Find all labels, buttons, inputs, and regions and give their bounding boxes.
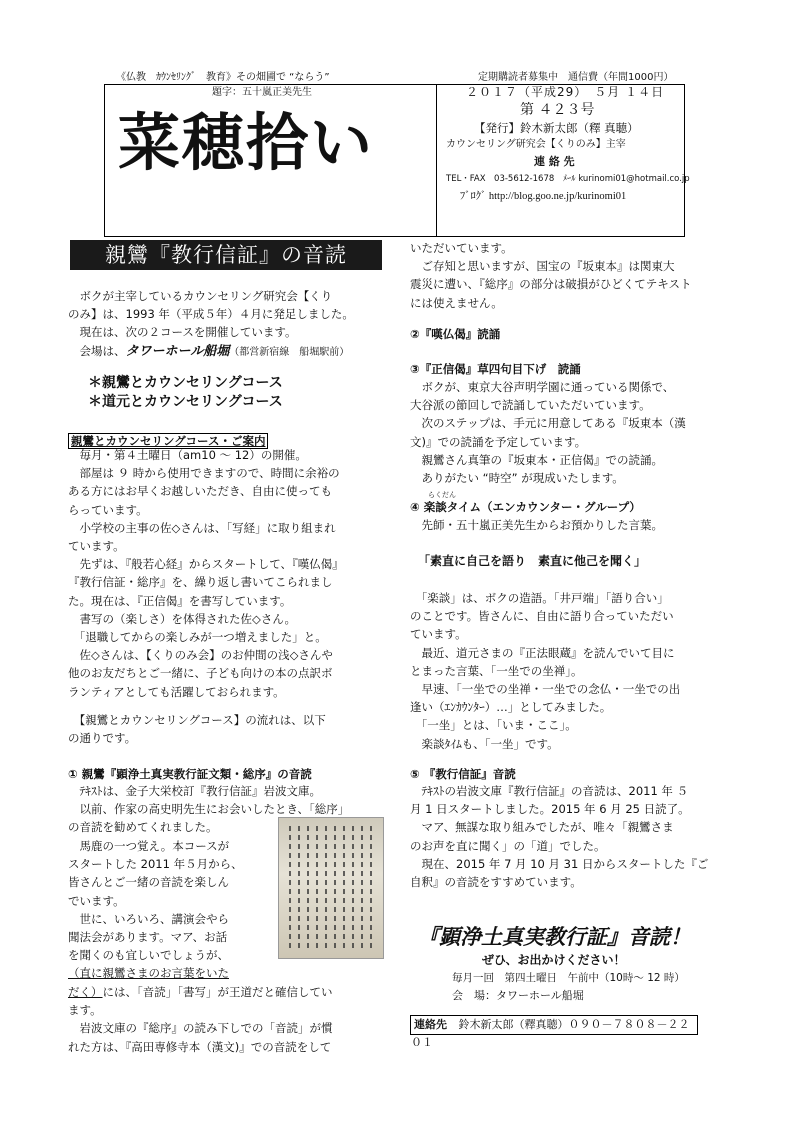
promo-subtitle: ぜひ、お出かけください！ — [482, 953, 626, 967]
item4-body: 先師・五十嵐正美先生からお預かりした言葉。 — [410, 518, 663, 532]
section-header: 親鸞『教行信証』の音読 — [70, 240, 382, 270]
item2-heading: ②『嘆仏偈』読誦 — [410, 327, 501, 341]
item1-heading: ① 親鸞『顕浄土真実教行証文類・総序』の音読 — [68, 767, 312, 781]
item5-body: ﾃｷｽﾄの岩波文庫『教行信証』の音読は、2011 年 ５ 月 1 日スタートしました。2015 年 6 月 25 日読了。 マア、無謀な取り組みでしたが、唯々「親鸞さま のお声を直に聞く」の「道」でした。 現在、2015 年 7 月 10 月 31 日からスタートした『ご 自釈』の音読をすすめています。 — [410, 784, 709, 890]
calligrapher-credit: 題字：五十嵐正美先生 — [212, 87, 312, 98]
publisher: 【発行】鈴木新太郎（釋 真聴） — [474, 121, 639, 135]
rakudan-body: 「楽談」は、ボクの造語。｢井戸端｣「語り合い」 のことです。皆さんに、自由に語り合っていただい ています。 最近、道元さまの『正法眼蔵』を読んでいて目に とまった言葉、「一坐での坐禅」。 早速、「一坐での坐禅・一坐での念仏・一坐での出 逢い（ｴﾝｶｳﾝﾀｰ）…」としてみました。 「一坐」とは、「いま・ここ」。 楽談ﾀｲﾑも、「一坐」です。 — [410, 591, 681, 751]
motto: 「素直に自己を語り 素直に他己を聞く」 — [418, 554, 647, 568]
item5-heading: ⑤ 『教行信証』音読 — [410, 767, 516, 781]
promo-venue: 会 場：タワーホール船堀 — [452, 989, 584, 1002]
course-list: ＊親鸞とカウンセリングコース ＊道元とカウンセリングコース — [88, 375, 283, 410]
item4-ruby: らくだん — [428, 491, 456, 499]
venue-name: タワーホール船堀 — [125, 343, 230, 359]
item3-heading: ③『正信偈』草四句目下げ 読誦 — [410, 362, 581, 376]
item3-body: ボクが、東京大谷声明学園に通っている関係で、 大谷派の節回しで読誦していただいています。 次のステップは、手元に用意してある『坂東本（漢 文)』での読誦を予定しています。 親鸞さん真筆の『坂東本・正信偈』での読誦。 ありがたい “時空” が現成いたします。 — [410, 380, 686, 486]
item1-body: ﾃｷｽﾄは、金子大栄校訂『教行信証』岩波文庫。 以前、作家の高史明先生にお会いしたとき、｢総序｣ の音読を勧めてくれました。 — [68, 784, 344, 835]
item1-narrow-text: 馬鹿の一つ覚え。本コースが スタートした 2011 年５月から、 皆さんとご一緒の音読を楽しん でいます。 世に、いろいろ、講演会やら 聞法会があります。マア、お話 を聞くのも宜しいでしょうが、 （直に親鸞さまのお言葉をいた — [68, 839, 243, 981]
course-flow-intro: 【親鸞とカウンセリングコース】の流れは、以下 の通りです。 — [68, 713, 326, 746]
item1-closing: だく）には、「音読」「書写」が王道だと確信してい ます。 岩波文庫の『総序』の読み下しでの「音読」が慣 れた方は、『高田専修寺本（漢文)』での音読をして — [68, 985, 333, 1054]
promo-title: 『顕浄土真実教行証』音読！ — [418, 924, 691, 949]
intro-paragraph: ボクが主宰しているカウンセリング研究会【くり のみ】は、1993 年（平成５年）４月に発足しました。 現在は、次の２コースを開催しています。 会場は、タワーホール船堀（都営新宿線 船堀駅前） — [68, 289, 354, 359]
promo-schedule: 毎月一回 第四土曜日 午前中（10時～ 12 時） — [452, 972, 685, 984]
course-guide-heading: 親鸞とカウンセリングコース・ご案内 — [68, 430, 268, 449]
subscription-notice: 定期購読者募集中 通信費（年間1000円） — [478, 72, 674, 83]
newsletter-title: 菜穂拾い — [118, 106, 375, 179]
tagline: 《仏教 ｶｳﾝｾﾘﾝｸﾞ 教育》その畑圃で “ならう” — [116, 72, 330, 83]
organizer: カウンセリング研究会【くりのみ】主宰 — [446, 139, 626, 150]
contact-value: 鈴木新太郎（釋真聴）０９０－７８０８－２２０１ — [411, 1018, 690, 1049]
issue-number: 第 ４２３号 — [520, 102, 595, 118]
course-guide-body: 毎月・第４土曜日（am10 ～ 12）の開催。 部屋は ９ 時から使用できますので、時間に余裕の ある方にはお早くお越しいただき、自由に使っても らっています。 小学校の主事の佐◇さんは、「写経」に取り組まれ ています。 先ずは、『般若心経』からスタートして、『嘆仏偈』 『教行信証・総序』を、繰り返し書いてこられまし た。現在は、『正信偈』を書写しています。 書写の（楽しさ）を体得された佐◇さん。 「退職してからの楽しみが一つ増えました」と。 佐◇さんは、【くりのみ会】のお仲間の浅◇さんや 他のお友だちとご一緒に、子ども向けの本の点訳ボ ランティアとしても活躍しておられます。 — [68, 448, 344, 699]
item4-heading: ④ 楽談タイム（エンカウンター・グループ） — [410, 500, 641, 514]
masthead-divider — [436, 84, 437, 237]
contact-heading: 連 絡 先 — [534, 155, 575, 168]
scripture-photo — [278, 817, 384, 959]
blog-url[interactable]: ﾌﾞﾛｸﾞ http://blog.goo.ne.jp/kurinomi01 — [460, 191, 627, 202]
contact-label: 連絡先 — [414, 1018, 447, 1031]
issue-date: ２０１７（平成29） ５月 １４日 — [466, 85, 665, 99]
contact-box — [410, 1015, 698, 1049]
tel-fax-email: TEL・FAX 03-5612-1678 ﾒｰﾙ kurinomi01@hotmail.co.jp — [446, 174, 690, 184]
right-continuation: いただいています。 ご存知と思いますが、国宝の『坂東本』は関東大 震災に遭い、『総序』の部分は破損がひどくてテキスト には使えません。 — [410, 241, 692, 310]
